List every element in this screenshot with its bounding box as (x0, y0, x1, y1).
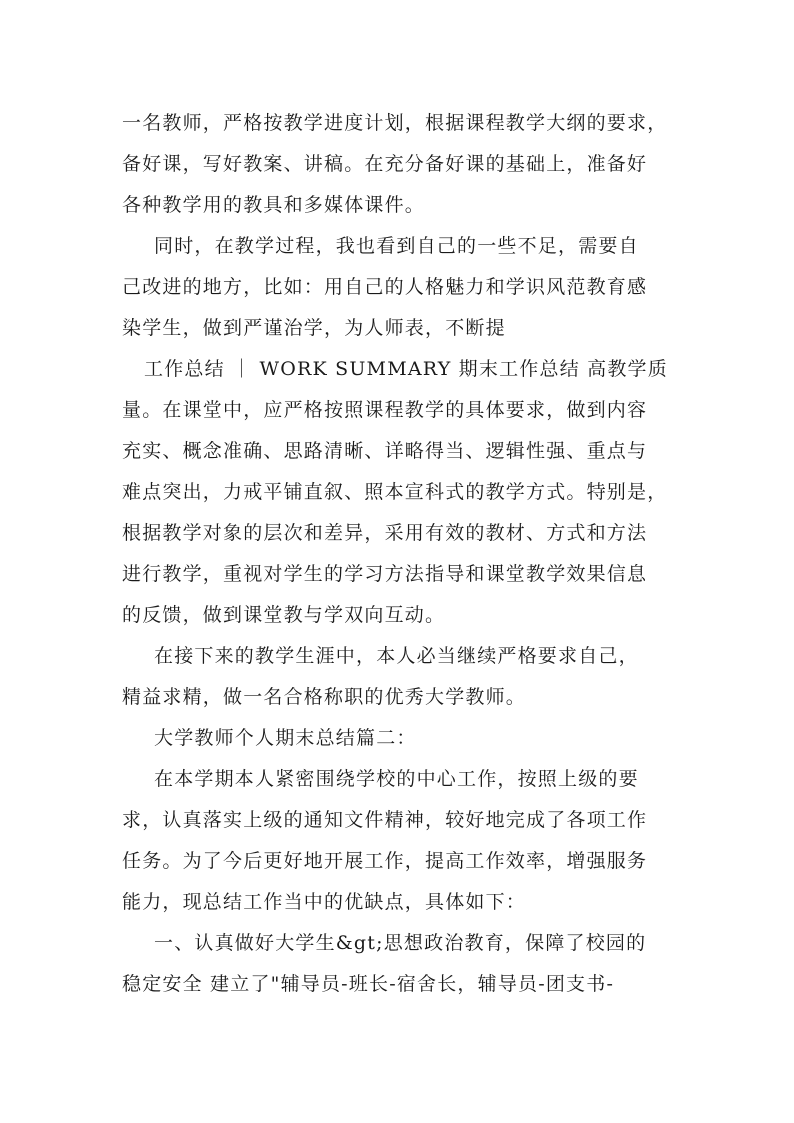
text-line: 根据教学对象的层次和差异，采用有效的教材、方式和方法 (122, 522, 648, 544)
text-line: 求，认真落实上级的通知文件精神，较好地完成了各项工作 (122, 809, 648, 831)
text-line: 任务。为了今后更好地开展工作，提高工作效率，增强服务 (122, 850, 648, 872)
running-header-line: 工作总结 ｜ WORK SUMMARY 期末工作总结 高教学质 (144, 358, 668, 380)
text-line: 充实、概念准确、思路清晰、详略得当、逻辑性强、重点与 (122, 440, 648, 462)
text-line: 进行教学，重视对学生的学习方法指导和课堂教学效果信息 (122, 563, 648, 585)
section-heading: 大学教师个人期末总结篇二： (154, 727, 417, 749)
text-line: 在本学期本人紧密围绕学校的中心工作，按照上级的要 (154, 768, 639, 790)
text-line: 备好课，写好教案、讲稿。在充分备好课的基础上，准备好 (122, 153, 648, 175)
text-line: 一名教师，严格按教学进度计划，根据课程教学大纲的要求， (122, 112, 668, 134)
text-line: 稳定安全 建立了"辅导员-班长-宿舍长，辅导员-团支书- (122, 973, 615, 995)
text-line: 染学生，做到严谨治学，为人师表，不断提 (122, 317, 506, 339)
text-line: 各种教学用的教具和多媒体课件。 (122, 194, 426, 216)
text-line: 己改进的地方，比如：用自己的人格魅力和学识风范教育感 (122, 276, 648, 298)
text-line: 的反馈，做到课堂教与学双向互动。 (122, 604, 446, 626)
text-line: 量。在课堂中，应严格按照课程教学的具体要求，做到内容 (122, 399, 648, 421)
text-line: 在接下来的教学生涯中，本人必当继续严格要求自己， (154, 645, 639, 667)
text-line: 难点突出，力戒平铺直叙、照本宣科式的教学方式。特别是， (122, 481, 668, 503)
text-line: 精益求精，做一名合格称职的优秀大学教师。 (122, 686, 527, 708)
text-line: 一、认真做好大学生&gt;思想政治教育，保障了校园的 (154, 932, 647, 954)
text-line: 能力，现总结工作当中的优缺点，具体如下： (122, 891, 527, 913)
text-line: 同时，在教学过程，我也看到自己的一些不足，需要自 (154, 235, 639, 257)
